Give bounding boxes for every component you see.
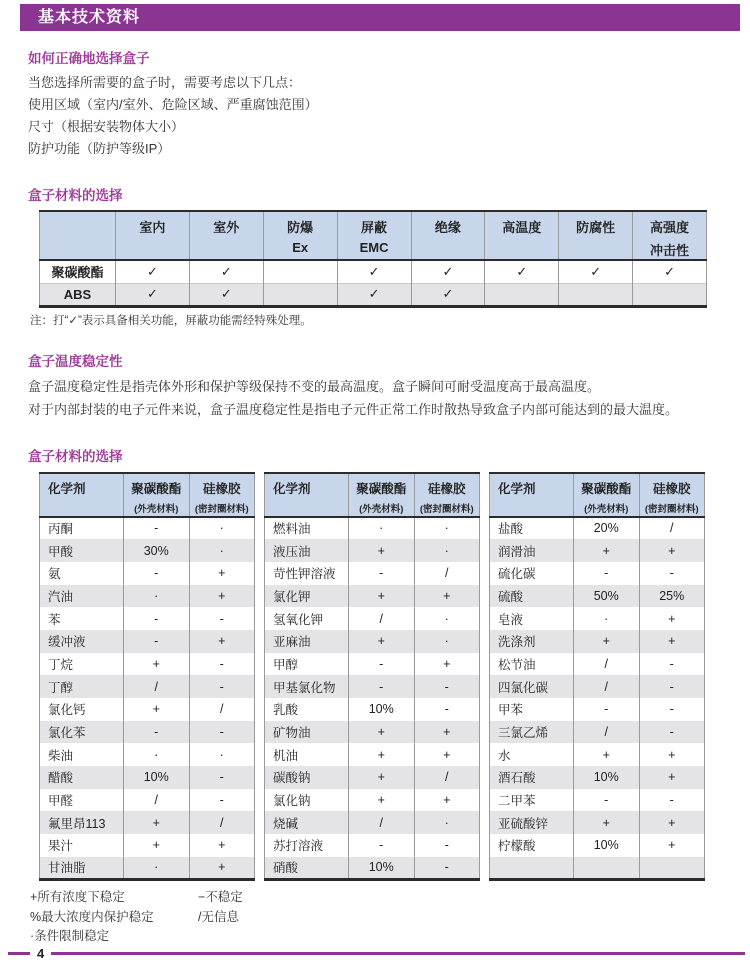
shell-rating: - bbox=[349, 653, 415, 676]
seal-rating: · bbox=[189, 743, 255, 766]
empty-cell bbox=[633, 283, 707, 306]
shell-rating: - bbox=[349, 675, 415, 698]
chemical-name: 乳酸 bbox=[265, 698, 349, 721]
seal-rating: + bbox=[414, 743, 480, 766]
feature-column-header: 高温度 bbox=[485, 211, 559, 260]
chemical-name: 氯化钾 bbox=[265, 585, 349, 608]
chemical-header-label: 化学剂 bbox=[273, 481, 311, 496]
chemical-name: 硝酸 bbox=[265, 857, 349, 880]
chemical-name: 甲酸 bbox=[40, 539, 124, 562]
chemical-row bbox=[265, 789, 480, 812]
seal-rating: + bbox=[639, 630, 705, 653]
chemical-name: 洗涤剂 bbox=[490, 630, 574, 653]
seal-rating: - bbox=[189, 607, 255, 630]
chemical-name: 润滑油 bbox=[490, 539, 574, 562]
seal-rating: · bbox=[414, 811, 480, 834]
chemical-name: 汽油 bbox=[40, 585, 124, 608]
chemical-row bbox=[265, 585, 480, 608]
shell-rating: + bbox=[574, 630, 640, 653]
seal-rating: + bbox=[189, 585, 255, 608]
seal-rating: - bbox=[639, 675, 705, 698]
chemical-name: 硫化碳 bbox=[490, 562, 574, 585]
seal-rating: - bbox=[639, 698, 705, 721]
material-table-corner-cell bbox=[40, 211, 116, 260]
shell-rating: / bbox=[574, 675, 640, 698]
chemical-row bbox=[490, 517, 705, 540]
shell-column-header bbox=[574, 473, 640, 517]
chemical-table-middle-body bbox=[265, 517, 480, 880]
shell-rating: / bbox=[124, 675, 190, 698]
chemical-table-header-row bbox=[265, 473, 480, 517]
chemical-name: 三氯乙烯 bbox=[490, 721, 574, 744]
chemical-row bbox=[490, 562, 705, 585]
check-mark: ✓ bbox=[411, 260, 485, 283]
seal-rating: - bbox=[414, 675, 480, 698]
chemical-row bbox=[490, 743, 705, 766]
chemical-row bbox=[265, 766, 480, 789]
chemical-name: 氯化苯 bbox=[40, 721, 124, 744]
legend-conditionally-stable: ·条件限制稳定 bbox=[30, 929, 110, 943]
chemical-row bbox=[490, 834, 705, 857]
feature-column-header: 高强度 冲击性 bbox=[633, 211, 707, 260]
shell-header-label: 聚碳酸酯 bbox=[356, 481, 407, 496]
seal-rating: - bbox=[189, 721, 255, 744]
chemical-name: 柠檬酸 bbox=[490, 834, 574, 857]
seal-column-header bbox=[189, 473, 255, 517]
check-mark: ✓ bbox=[559, 260, 633, 283]
chemical-row bbox=[265, 653, 480, 676]
chemical-name: 缓冲液 bbox=[40, 630, 124, 653]
chemical-row bbox=[265, 517, 480, 540]
chemical-name: 甲醛 bbox=[40, 789, 124, 812]
seal-rating: - bbox=[414, 698, 480, 721]
shell-rating: 10% bbox=[349, 698, 415, 721]
chemical-table-right-body bbox=[490, 517, 705, 880]
shell-rating: + bbox=[349, 766, 415, 789]
chemical-column-header bbox=[265, 473, 349, 517]
chemical-row bbox=[40, 766, 255, 789]
shell-rating: 20% bbox=[574, 517, 640, 540]
chemical-table-header-row bbox=[490, 473, 705, 517]
empty-cell bbox=[263, 260, 337, 283]
chemical-row bbox=[265, 811, 480, 834]
seal-rating: / bbox=[639, 517, 705, 540]
seal-rating: · bbox=[189, 517, 255, 540]
seal-rating: + bbox=[639, 743, 705, 766]
seal-rating: + bbox=[639, 539, 705, 562]
chemical-name: 苯 bbox=[40, 607, 124, 630]
chemical-name: 丁醇 bbox=[40, 675, 124, 698]
shell-header-sub: (外壳材料) bbox=[584, 503, 629, 515]
seal-rating: + bbox=[414, 721, 480, 744]
chemical-row bbox=[490, 607, 705, 630]
shell-rating: 10% bbox=[124, 766, 190, 789]
seal-column-header bbox=[414, 473, 480, 517]
chemical-row bbox=[40, 539, 255, 562]
seal-rating: - bbox=[414, 857, 480, 880]
chemical-row bbox=[40, 517, 255, 540]
section-heading-temperature-stability: 盒子温度稳定性 bbox=[28, 353, 123, 369]
seal-rating: · bbox=[414, 517, 480, 540]
shell-rating: - bbox=[124, 630, 190, 653]
chemical-name: 氢氧化钾 bbox=[265, 607, 349, 630]
seal-rating: + bbox=[189, 834, 255, 857]
chemical-row bbox=[490, 698, 705, 721]
chemical-row bbox=[40, 630, 255, 653]
seal-rating: / bbox=[414, 562, 480, 585]
shell-rating: / bbox=[574, 721, 640, 744]
shell-header-label: 聚碳酸酯 bbox=[581, 481, 632, 496]
seal-rating: - bbox=[189, 766, 255, 789]
seal-rating bbox=[639, 857, 705, 880]
chemical-name: 烧碱 bbox=[265, 811, 349, 834]
shell-rating: - bbox=[124, 517, 190, 540]
chemical-name: 甲苯 bbox=[490, 698, 574, 721]
chemical-row bbox=[490, 675, 705, 698]
chemical-name: 醋酸 bbox=[40, 766, 124, 789]
chemical-row bbox=[40, 789, 255, 812]
seal-column-header bbox=[639, 473, 705, 517]
chemical-row bbox=[490, 789, 705, 812]
check-mark: ✓ bbox=[337, 260, 411, 283]
empty-cell bbox=[485, 283, 559, 306]
seal-rating: + bbox=[189, 630, 255, 653]
seal-rating: + bbox=[639, 834, 705, 857]
footer-rule-left bbox=[8, 952, 30, 955]
chemical-name: 二甲苯 bbox=[490, 789, 574, 812]
shell-rating: 10% bbox=[349, 857, 415, 880]
chemical-table-left-body bbox=[40, 517, 255, 880]
seal-rating: - bbox=[639, 653, 705, 676]
material-feature-table bbox=[39, 210, 707, 308]
shell-column-header bbox=[124, 473, 190, 517]
shell-header-sub: (外壳材料) bbox=[359, 503, 404, 515]
check-mark: ✓ bbox=[337, 283, 411, 306]
chemical-row bbox=[490, 653, 705, 676]
intro-line-1: 当您选择所需要的盒子时，需要考虑以下几点： bbox=[28, 75, 302, 90]
shell-rating: 10% bbox=[574, 766, 640, 789]
shell-rating: + bbox=[574, 539, 640, 562]
chemical-row bbox=[40, 585, 255, 608]
chemical-row bbox=[265, 562, 480, 585]
seal-rating: · bbox=[414, 539, 480, 562]
seal-rating: / bbox=[189, 811, 255, 834]
chemical-row bbox=[265, 607, 480, 630]
check-mark: ✓ bbox=[485, 260, 559, 283]
chemical-name: 亚麻油 bbox=[265, 630, 349, 653]
seal-rating: + bbox=[414, 653, 480, 676]
chemical-name: 苏打溶液 bbox=[265, 834, 349, 857]
seal-rating: + bbox=[639, 607, 705, 630]
shell-rating: - bbox=[349, 562, 415, 585]
shell-rating: - bbox=[124, 721, 190, 744]
shell-rating: · bbox=[124, 743, 190, 766]
chemical-name: 丙酮 bbox=[40, 517, 124, 540]
material-table-header-row bbox=[40, 211, 707, 260]
chemical-row bbox=[40, 653, 255, 676]
chemical-row bbox=[490, 585, 705, 608]
material-name: 聚碳酸酯 bbox=[40, 260, 116, 283]
chemical-table-middle bbox=[264, 472, 480, 882]
chemical-name: 矿物油 bbox=[265, 721, 349, 744]
seal-rating: - bbox=[189, 675, 255, 698]
chemical-row bbox=[490, 857, 705, 880]
chemical-row bbox=[40, 834, 255, 857]
section-heading-material-selection: 盒子材料的选择 bbox=[28, 188, 123, 203]
chemical-name: 柴油 bbox=[40, 743, 124, 766]
chemical-row bbox=[40, 562, 255, 585]
shell-rating: + bbox=[349, 630, 415, 653]
chemical-row bbox=[40, 675, 255, 698]
chemical-name: 氨 bbox=[40, 562, 124, 585]
seal-header-label: 硅橡胶 bbox=[202, 481, 241, 496]
material-table-body bbox=[40, 260, 707, 306]
section-heading-chemical-resistance: 盒子材料的选择 bbox=[28, 448, 123, 464]
material-row bbox=[40, 260, 707, 283]
temperature-line-1: 盒子温度稳定性是指壳体外形和保护等级保持不变的最高温度。盒子瞬间可耐受温度高于最高温度。 bbox=[28, 378, 601, 394]
chemical-row bbox=[40, 743, 255, 766]
shell-rating: · bbox=[574, 607, 640, 630]
chemical-name: 液压油 bbox=[265, 539, 349, 562]
seal-rating: - bbox=[414, 834, 480, 857]
seal-rating: / bbox=[414, 766, 480, 789]
chemical-name bbox=[490, 857, 574, 880]
material-table-note: 注：打“✓”表示具备相关功能，屏蔽功能需经特殊处理。 bbox=[30, 314, 312, 327]
shell-rating bbox=[574, 857, 640, 880]
page-title-bar bbox=[20, 4, 740, 31]
check-mark: ✓ bbox=[411, 283, 485, 306]
shell-rating: 50% bbox=[574, 585, 640, 608]
shell-rating: - bbox=[124, 607, 190, 630]
shell-rating: - bbox=[574, 789, 640, 812]
chemical-name: 氟里昂113 bbox=[40, 811, 124, 834]
seal-rating: + bbox=[639, 766, 705, 789]
chemical-row bbox=[40, 607, 255, 630]
legend-stable-max-concentration: %最大浓度内保护稳定 bbox=[30, 909, 154, 924]
legend-left-column bbox=[30, 888, 198, 947]
chemical-name: 松节油 bbox=[490, 653, 574, 676]
shell-header-sub: (外壳材料) bbox=[134, 503, 179, 515]
shell-rating: / bbox=[124, 789, 190, 812]
seal-rating: - bbox=[639, 721, 705, 744]
legend-unstable: −不稳定 bbox=[198, 890, 243, 904]
shell-rating: 10% bbox=[574, 834, 640, 857]
seal-rating: - bbox=[639, 789, 705, 812]
shell-column-header bbox=[349, 473, 415, 517]
seal-rating: + bbox=[414, 789, 480, 812]
check-mark: ✓ bbox=[116, 283, 190, 306]
chemical-row bbox=[40, 857, 255, 880]
footer-rule-right bbox=[51, 952, 745, 955]
chemical-column-header bbox=[40, 473, 124, 517]
empty-cell bbox=[263, 283, 337, 306]
chemical-table-header-row bbox=[40, 473, 255, 517]
content-area bbox=[0, 47, 750, 947]
seal-rating: + bbox=[189, 562, 255, 585]
check-mark: ✓ bbox=[189, 283, 263, 306]
section-heading-how-to-choose: 如何正确地选择盒子 bbox=[28, 51, 150, 66]
check-mark: ✓ bbox=[189, 260, 263, 283]
check-mark: ✓ bbox=[116, 260, 190, 283]
chemical-header-label: 化学剂 bbox=[498, 481, 536, 496]
chemical-row bbox=[490, 630, 705, 653]
shell-rating: + bbox=[574, 811, 640, 834]
legend bbox=[30, 888, 740, 947]
shell-rating: + bbox=[349, 721, 415, 744]
seal-rating: + bbox=[189, 857, 255, 880]
seal-rating: + bbox=[414, 585, 480, 608]
chemical-tables bbox=[39, 472, 740, 882]
chemical-name: 硫酸 bbox=[490, 585, 574, 608]
seal-rating: · bbox=[189, 539, 255, 562]
shell-rating: + bbox=[574, 743, 640, 766]
shell-rating: / bbox=[349, 811, 415, 834]
shell-rating: + bbox=[124, 811, 190, 834]
chemical-name: 果汁 bbox=[40, 834, 124, 857]
shell-rating: + bbox=[124, 834, 190, 857]
seal-rating: · bbox=[414, 630, 480, 653]
feature-column-header: 防爆 Ex bbox=[263, 211, 337, 260]
chemical-name: 亚硫酸锌 bbox=[490, 811, 574, 834]
material-row bbox=[40, 283, 707, 306]
chemical-name: 甘油脂 bbox=[40, 857, 124, 880]
legend-no-info: /无信息 bbox=[198, 909, 239, 924]
seal-rating: + bbox=[639, 811, 705, 834]
chemical-name: 氯化钙 bbox=[40, 698, 124, 721]
seal-rating: - bbox=[189, 653, 255, 676]
page-footer bbox=[0, 945, 750, 961]
check-mark: ✓ bbox=[633, 260, 707, 283]
shell-rating: - bbox=[574, 562, 640, 585]
chemical-name: 四氯化碳 bbox=[490, 675, 574, 698]
chemical-name: 苛性钾溶液 bbox=[265, 562, 349, 585]
seal-rating: 25% bbox=[639, 585, 705, 608]
chemical-name: 皂液 bbox=[490, 607, 574, 630]
chemical-row bbox=[40, 811, 255, 834]
chemical-column-header bbox=[490, 473, 574, 517]
shell-rating: - bbox=[574, 698, 640, 721]
chemical-name: 机油 bbox=[265, 743, 349, 766]
shell-rating: · bbox=[124, 585, 190, 608]
chemical-row bbox=[265, 630, 480, 653]
seal-header-sub: (密封圈材料) bbox=[644, 503, 699, 515]
shell-rating: + bbox=[349, 743, 415, 766]
chemical-row bbox=[265, 834, 480, 857]
shell-header-label: 聚碳酸酯 bbox=[131, 481, 182, 496]
shell-rating: 30% bbox=[124, 539, 190, 562]
feature-column-header: 室外 bbox=[189, 211, 263, 260]
chemical-name: 碳酸钠 bbox=[265, 766, 349, 789]
seal-header-label: 硅橡胶 bbox=[427, 481, 466, 496]
material-name: ABS bbox=[40, 283, 116, 306]
intro-line-4: 防护功能（防护等级IP） bbox=[28, 141, 171, 156]
chemical-header-label: 化学剂 bbox=[48, 481, 86, 496]
chemical-name: 燃料油 bbox=[265, 517, 349, 540]
shell-rating: - bbox=[349, 834, 415, 857]
feature-column-header: 防腐性 bbox=[559, 211, 633, 260]
seal-header-label: 硅橡胶 bbox=[652, 481, 691, 496]
shell-rating: + bbox=[349, 789, 415, 812]
chemical-row bbox=[265, 698, 480, 721]
seal-rating: - bbox=[189, 789, 255, 812]
legend-stable-all: +所有浓度下稳定 bbox=[30, 890, 125, 904]
page-title: 基本技术资料 bbox=[38, 9, 141, 26]
chemical-table-left bbox=[39, 472, 255, 882]
feature-column-header: 绝缘 bbox=[411, 211, 485, 260]
chemical-name: 酒石酸 bbox=[490, 766, 574, 789]
empty-cell bbox=[559, 283, 633, 306]
seal-rating: / bbox=[189, 698, 255, 721]
chemical-row bbox=[490, 721, 705, 744]
seal-rating: · bbox=[414, 607, 480, 630]
chemical-row bbox=[40, 698, 255, 721]
page-number: 4 bbox=[37, 945, 45, 961]
chemical-row bbox=[40, 721, 255, 744]
chemical-row bbox=[490, 766, 705, 789]
intro-line-2: 使用区域（室内/室外、危险区域、严重腐蚀范围） bbox=[28, 97, 318, 112]
shell-rating: + bbox=[124, 653, 190, 676]
legend-right-column bbox=[198, 888, 243, 947]
temperature-line-2: 对于内部封装的电子元件来说，盒子温度稳定性是指电子元件正常工作时散热导致盒子内部可能达到的最大温度。 bbox=[28, 401, 679, 417]
chemical-name: 丁烷 bbox=[40, 653, 124, 676]
chemical-name: 水 bbox=[490, 743, 574, 766]
shell-rating: · bbox=[349, 517, 415, 540]
feature-column-header: 屏蔽 EMC bbox=[337, 211, 411, 260]
chemical-name: 氯化钠 bbox=[265, 789, 349, 812]
chemical-row bbox=[490, 539, 705, 562]
shell-rating: + bbox=[349, 539, 415, 562]
chemical-row bbox=[265, 721, 480, 744]
shell-rating: / bbox=[349, 607, 415, 630]
intro-line-3: 尺寸（根据安装物体大小） bbox=[28, 119, 185, 134]
shell-rating: / bbox=[574, 653, 640, 676]
shell-rating: - bbox=[124, 562, 190, 585]
chemical-row bbox=[265, 743, 480, 766]
chemical-row bbox=[265, 857, 480, 880]
shell-rating: + bbox=[124, 698, 190, 721]
chemical-table-right bbox=[489, 472, 705, 882]
chemical-name: 甲醇 bbox=[265, 653, 349, 676]
seal-header-sub: (密封圈材料) bbox=[194, 503, 249, 515]
seal-rating: - bbox=[639, 562, 705, 585]
feature-column-header: 室内 bbox=[116, 211, 190, 260]
chemical-name: 盐酸 bbox=[490, 517, 574, 540]
chemical-name: 甲基氯化物 bbox=[265, 675, 349, 698]
shell-rating: · bbox=[124, 857, 190, 880]
shell-rating: + bbox=[349, 585, 415, 608]
chemical-row bbox=[490, 811, 705, 834]
chemical-row bbox=[265, 675, 480, 698]
seal-header-sub: (密封圈材料) bbox=[419, 503, 474, 515]
chemical-row bbox=[265, 539, 480, 562]
